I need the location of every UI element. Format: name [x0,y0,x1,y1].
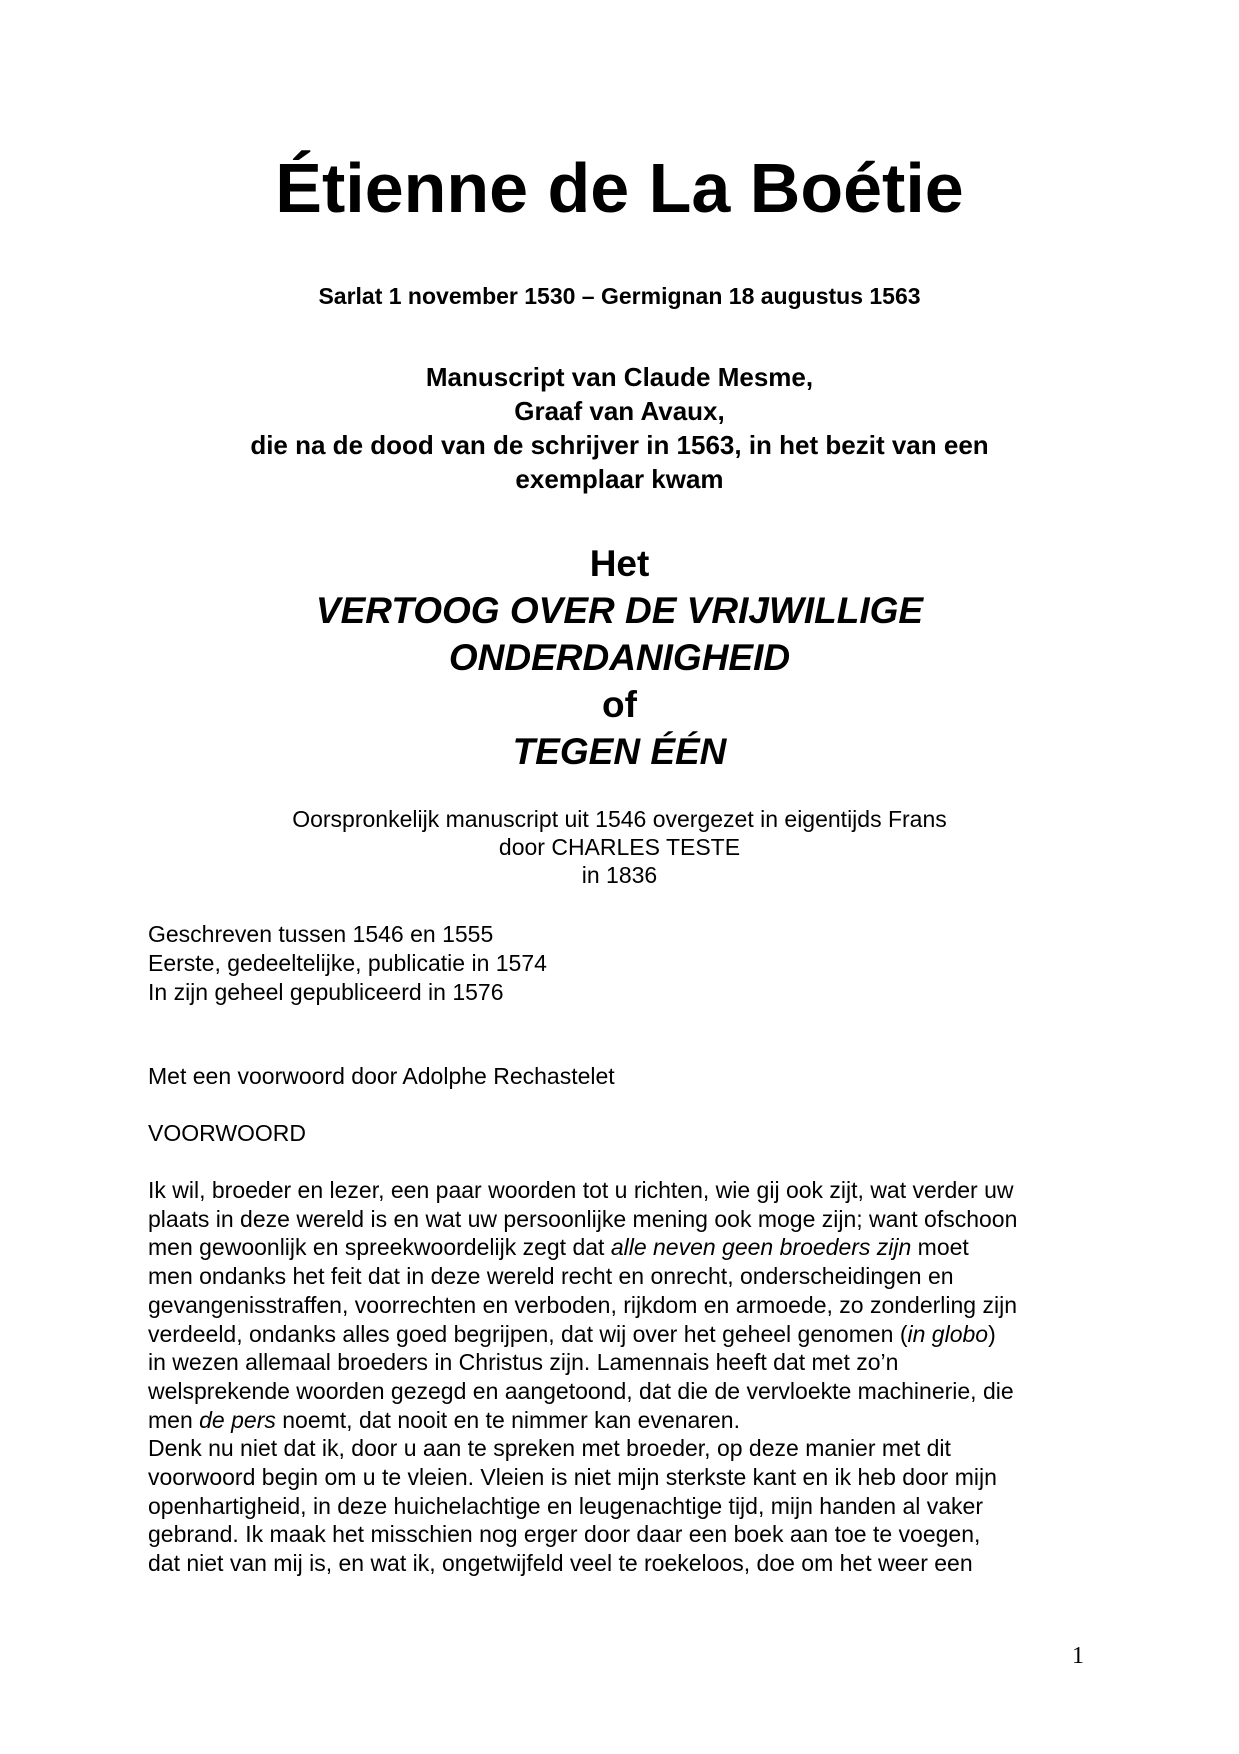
body-text-run: moet [911,1234,969,1261]
body-text-run: men gewoonlijk en spreekwoordelijk zegt dat [148,1234,611,1261]
body-text-run: verdeeld, ondanks alles goed begrijpen, dat wij over het geheel genomen ( [148,1320,908,1347]
preface-heading: VOORWOORD [148,1120,307,1146]
work-title-line-1: VERTOOG OVER DE VRIJWILLIGE [315,590,924,631]
history-line: Geschreven tussen 1546 en 1555 [148,921,494,947]
body-text-run: men [148,1406,200,1433]
work-connector: of [602,684,637,725]
preface-body [148,1176,1108,1578]
translation-line: in 1836 [581,862,658,888]
author-dates: Sarlat 1 november 1530 – Germignan 18 augustus 1563 [318,283,921,309]
translation-info [0,805,1239,889]
manuscript-line: Manuscript van Claude Mesme, [425,362,814,392]
manuscript-line: die na de dood van de schrijver in 1563, in het bezit van een [250,430,989,460]
body-line [148,1406,1108,1435]
preface-credit: Met een voorwoord door Adolphe Rechastelet [148,1063,615,1089]
body-line: Denk nu niet dat ik, door u aan te spreken met broeder, op deze manier met dit [148,1435,951,1462]
body-line: in wezen allemaal broeders in Christus zijn. Lamennais heeft dat met zo’n [148,1349,899,1376]
history-line: Eerste, gedeeltelijke, publicatie in 1574 [148,950,547,976]
body-line: openhartigheid, in deze huichelachtige en leugenachtige tijd, mijn handen al vaker [148,1492,983,1519]
manuscript-line: Graaf van Avaux, [514,396,725,426]
page-number: 1 [1072,1643,1084,1669]
body-line: Ik wil, broeder en lezer, een paar woorden tot u richten, wie gij ook zijt, wat verder uw [148,1177,1014,1203]
author-title: Étienne de La Boétie [275,149,964,227]
translation-line: Oorspronkelijk manuscript uit 1546 overgezet in eigentijds Frans [292,806,947,832]
body-line: gevangenisstraffen, voorrechten en verboden, rijkdom en armoede, zo zonderling zijn [148,1291,1017,1318]
body-line: welsprekende woorden gezegd en aangetoond, dat die de vervloekte machinerie, die [148,1377,1014,1404]
work-title-block [0,540,1239,775]
body-italic-run: alle neven geen broeders zijn [610,1234,912,1261]
work-title-line-2: ONDERDANIGHEID [448,637,791,678]
body-italic-run: de pers [199,1406,276,1433]
body-line: gebrand. Ik maak het misschien nog erger door daar een boek aan toe te voegen, [148,1521,981,1548]
body-line: voorwoord begin om u te vleien. Vleien is niet mijn sterkste kant en ik heb door mijn [148,1464,997,1491]
body-text-run: noemt, dat nooit en te nimmer kan evenaren. [275,1406,740,1433]
body-line: men ondanks het feit dat in deze wereld recht en onrecht, onderscheidingen en [148,1263,954,1290]
manuscript-line: exemplaar kwam [515,464,724,494]
work-article: Het [589,543,650,584]
work-alt-title: TEGEN ÉÉN [512,731,727,772]
body-line: plaats in deze wereld is en wat uw persoonlijke mening ook moge zijn; want ofschoon [148,1205,1018,1232]
body-line [148,1233,1108,1262]
body-text-run: ) [988,1320,996,1347]
body-line [148,1320,1108,1349]
manuscript-info [0,360,1239,496]
body-italic-run: in globo [907,1320,989,1347]
history-line: In zijn geheel gepubliceerd in 1576 [148,979,504,1005]
body-line: dat niet van mij is, en wat ik, ongetwijfeld veel te roekeloos, doe om het weer een [148,1550,973,1577]
translation-line: door CHARLES TESTE [498,834,741,860]
publication-history [148,920,547,1007]
